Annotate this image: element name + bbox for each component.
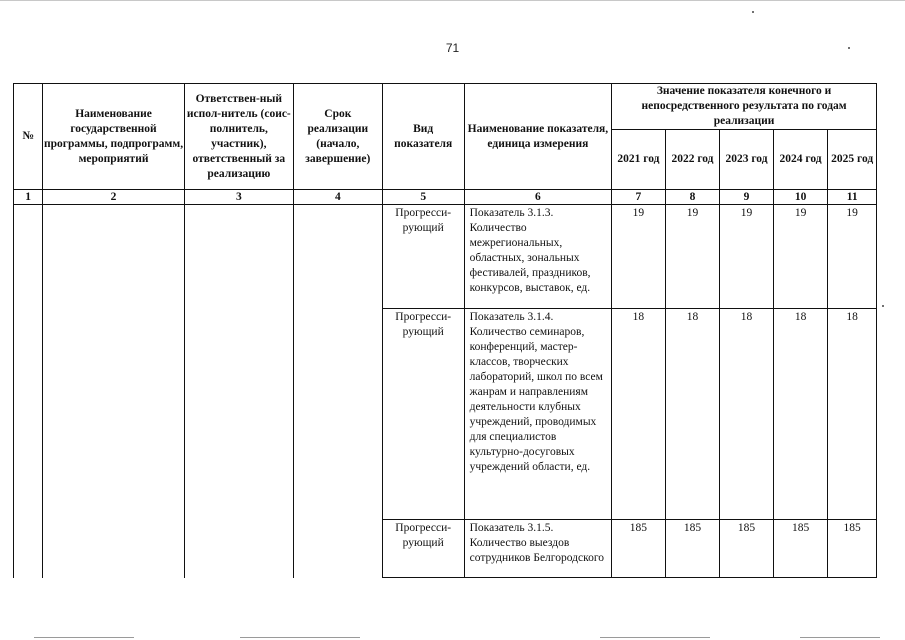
indicator-name: Показатель 3.1.4. Количество семинаров, конференций, мастер-классов, творческих лабораторий, школ по всем жанрам и направлениям деятельности клубных учреждений, проводимых для специалистов культурно-досуговых учреждений области, ед.: [464, 309, 612, 520]
header-year: 2024 год: [773, 130, 828, 190]
value-2025: 185: [828, 520, 877, 578]
table-container: [13, 83, 877, 578]
column-number: 11: [828, 190, 877, 205]
page-number: 71: [445, 41, 460, 55]
column-number: 2: [43, 190, 184, 205]
header-indicator: Наименование показателя, единица измерения: [464, 84, 612, 190]
scan-edge-line: [0, 0, 905, 1]
column-number: 1: [14, 190, 43, 205]
column-number: 5: [382, 190, 464, 205]
value-2024: 19: [773, 205, 828, 309]
value-2023: 185: [720, 520, 774, 578]
value-2021: 185: [612, 520, 666, 578]
empty-executor-cell: [184, 205, 293, 578]
value-2022: 18: [665, 309, 720, 520]
header-values: Значение показателя конечного и непосредственного результата по годам реализации: [612, 84, 877, 130]
value-2025: 18: [828, 309, 877, 520]
value-2022: 19: [665, 205, 720, 309]
header-year: 2025 год: [828, 130, 877, 190]
scan-edge-line: [34, 637, 134, 638]
scan-edge-line: [240, 637, 360, 638]
scan-edge-line: [800, 637, 880, 638]
header-term: Срок реализации (начало, завершение): [293, 84, 382, 190]
column-number: 6: [464, 190, 612, 205]
column-number: 9: [720, 190, 774, 205]
header-year: 2021 год: [612, 130, 666, 190]
column-number: 4: [293, 190, 382, 205]
header-number: №: [14, 84, 43, 190]
value-2023: 19: [720, 205, 774, 309]
value-2021: 19: [612, 205, 666, 309]
table-row: [14, 205, 877, 309]
empty-program-cell: [43, 205, 184, 578]
value-2022: 185: [665, 520, 720, 578]
scan-speck: [882, 305, 884, 307]
empty-number-cell: [14, 205, 43, 578]
scan-speck: [752, 11, 754, 13]
header-program: Наименование государственной программы, подпрограмм, мероприятий: [43, 84, 184, 190]
indicator-kind: Прогресси-рующий: [382, 520, 464, 578]
header-kind: Вид показателя: [382, 84, 464, 190]
column-number: 3: [184, 190, 293, 205]
value-2025: 19: [828, 205, 877, 309]
indicator-name: Показатель 3.1.5. Количество выездов сотрудников Белгородского: [464, 520, 612, 578]
value-2021: 18: [612, 309, 666, 520]
empty-term-cell: [293, 205, 382, 578]
value-2023: 18: [720, 309, 774, 520]
column-number: 7: [612, 190, 666, 205]
indicator-kind: Прогресси-рующий: [382, 205, 464, 309]
indicator-name: Показатель 3.1.3. Количество межрегиональных, областных, зональных фестивалей, праздников, конкурсов, выставок, ед.: [464, 205, 612, 309]
value-2024: 185: [773, 520, 828, 578]
column-number: 10: [773, 190, 828, 205]
column-number: 8: [665, 190, 720, 205]
scan-edge-line: [600, 637, 710, 638]
header-year: 2023 год: [720, 130, 774, 190]
indicator-table: [13, 83, 877, 578]
value-2024: 18: [773, 309, 828, 520]
header-year: 2022 год: [665, 130, 720, 190]
indicator-kind: Прогресси-рующий: [382, 309, 464, 520]
header-executor: Ответствен-ный испол-нитель (соис-полнитель, участник), ответственный за реализацию: [184, 84, 293, 190]
